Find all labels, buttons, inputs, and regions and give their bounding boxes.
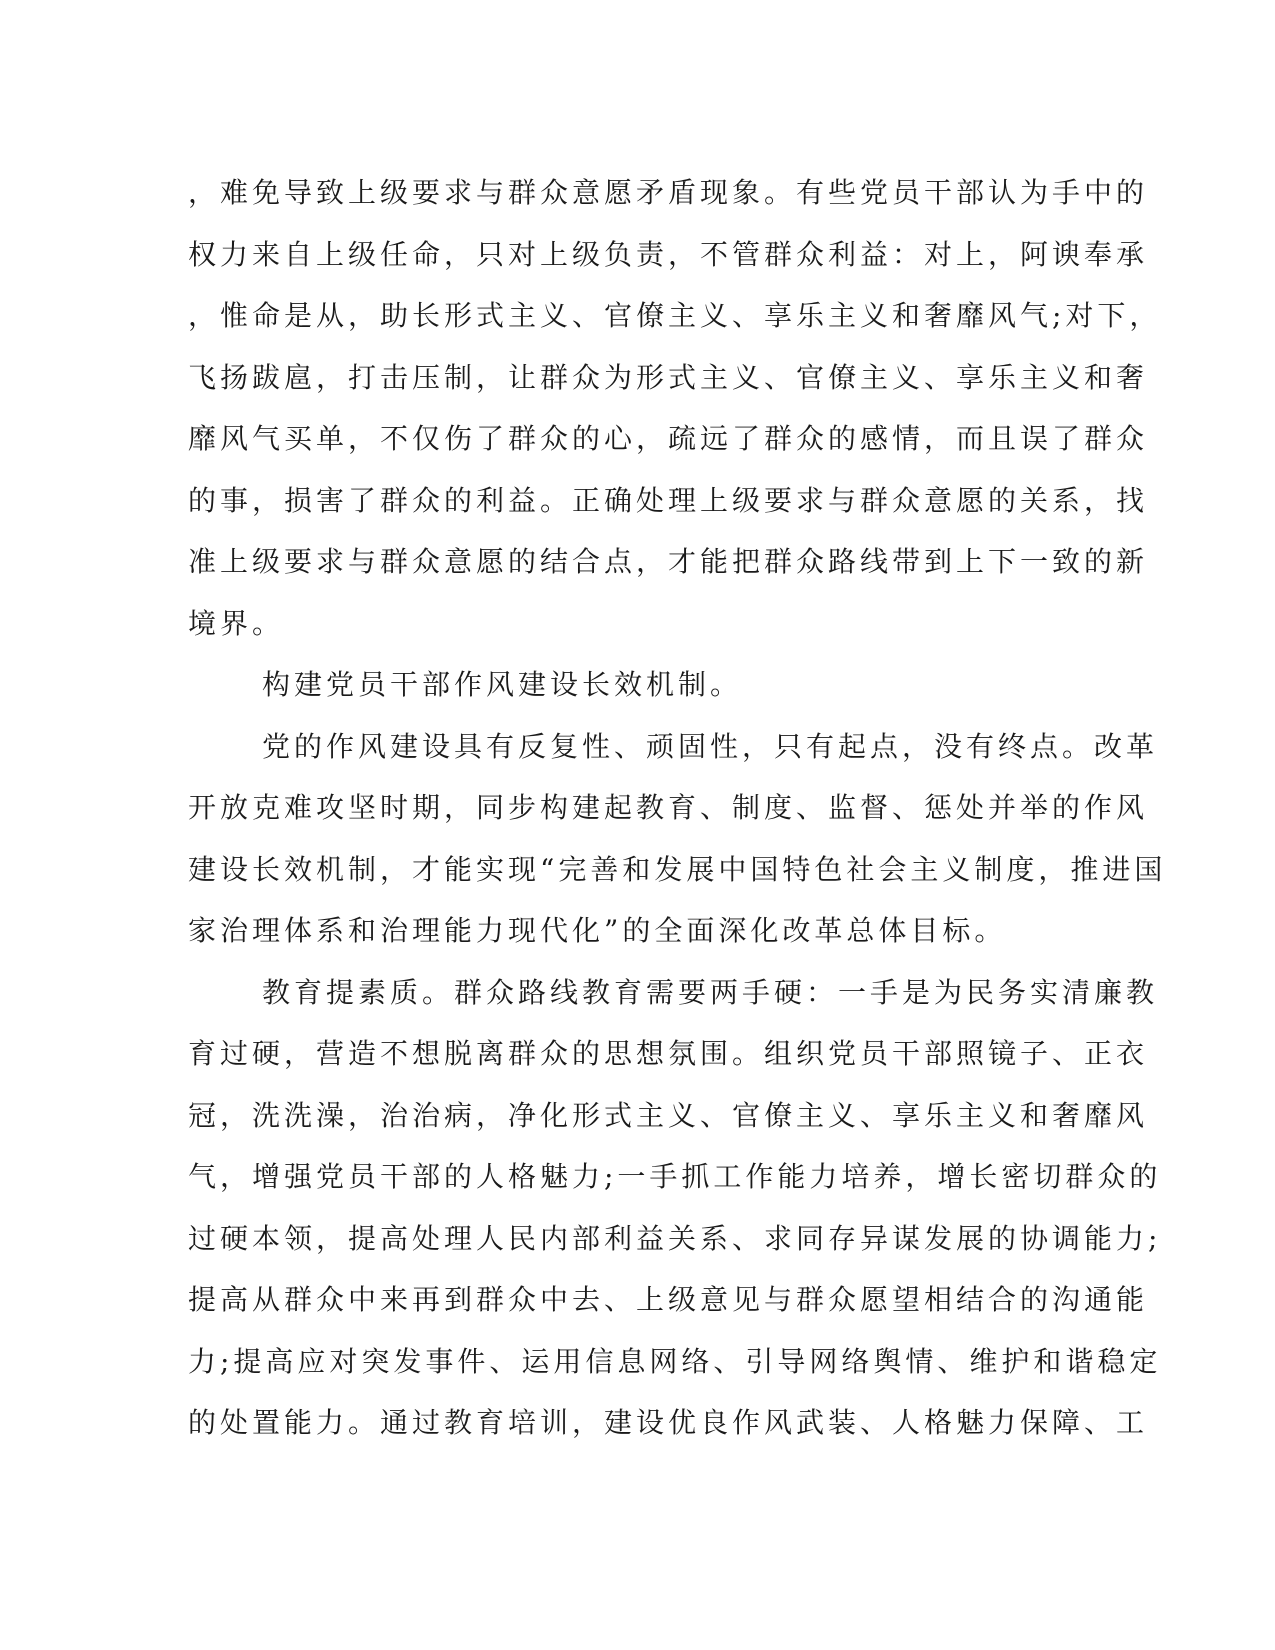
text-line-7: 准上级要求与群众意愿的结合点，才能把群众路线带到上下一致的新 (188, 545, 1149, 578)
text-line-10: 党的作风建设具有反复性、顽固性，只有起点，没有终点。改革 (262, 729, 1159, 763)
text-line-5: 靡风气买单，不仅伤了群众的心，疏远了群众的感情，而且误了群众 (188, 422, 1149, 455)
text-line-17: 气，增强党员干部的人格魅力;一手抓工作能力培养，增长密切群众的 (188, 1160, 1162, 1193)
text-line-12: 建设长效机制，才能实现“完善和发展中国特色社会主义制度，推进国 (188, 852, 1167, 886)
text-line-19: 提高从群众中来再到群众中去、上级意见与群众愿望相结合的沟通能 (188, 1283, 1149, 1316)
section-heading: 构建党员干部作风建设长效机制。 (262, 668, 743, 701)
text-line-21: 的处置能力。通过教育培训，建设优良作风武装、人格魅力保障、工 (188, 1406, 1149, 1439)
text-line-1: ，难免导致上级要求与群众意愿矛盾现象。有些党员干部认为手中的 (188, 176, 1149, 209)
text-line-8: 境界。 (188, 606, 285, 640)
text-line-14: 教育提素质。群众路线教育需要两手硬：一手是为民务实清廉教 (262, 975, 1159, 1009)
text-line-2: 权力来自上级任命，只对上级负责，不管群众利益：对上，阿谀奉承 (188, 237, 1149, 271)
text-line-6: 的事，损害了群众的利益。正确处理上级要求与群众意愿的关系，找 (188, 483, 1149, 517)
text-line-4: 飞扬跋扈，打击压制，让群众为形式主义、官僚主义、享乐主义和奢 (188, 360, 1149, 394)
text-line-13: 家治理体系和治理能力现代化”的全面深化改革总体目标。 (188, 914, 1007, 947)
text-line-15: 育过硬，营造不想脱离群众的思想氛围。组织党员干部照镜子、正衣 (188, 1037, 1149, 1070)
text-line-20: 力;提高应对突发事件、运用信息网络、引导网络舆情、维护和谐稳定 (188, 1344, 1162, 1378)
text-line-16: 冠，洗洗澡，治治病，净化形式主义、官僚主义、享乐主义和奢靡风 (188, 1098, 1149, 1132)
text-line-11: 开放克难攻坚时期，同步构建起教育、制度、监督、惩处并举的作风 (188, 791, 1149, 824)
text-line-18: 过硬本领，提高处理人民内部利益关系、求同存异谋发展的协调能力; (188, 1221, 1162, 1255)
document-body (188, 162, 1167, 1454)
text-line-3: ，惟命是从，助长形式主义、官僚主义、享乐主义和奢靡风气;对下， (188, 299, 1162, 332)
